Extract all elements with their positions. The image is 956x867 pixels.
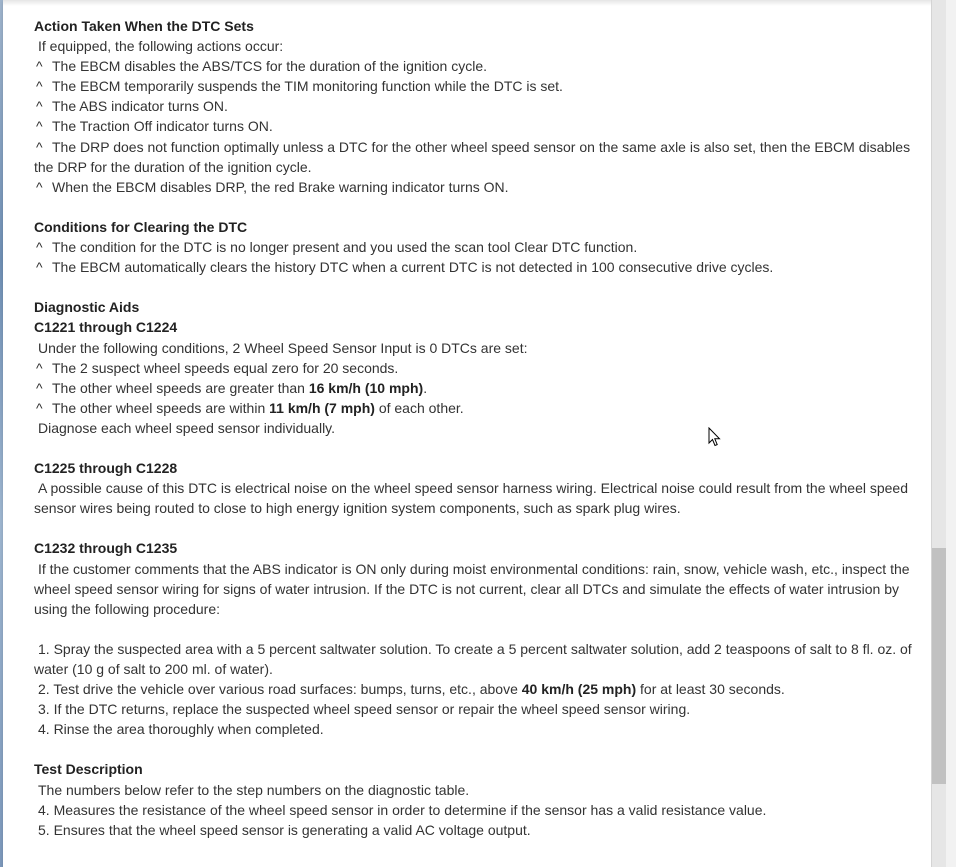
spacer xyxy=(34,277,924,297)
mouse-pointer-icon xyxy=(708,427,722,447)
speed-value: 11 km/h (7 mph) xyxy=(269,399,375,416)
action-item: ^ When the EBCM disables DRP, the red Brake warning indicator turns ON. xyxy=(34,177,924,197)
test-intro: The numbers below refer to the step numbers on the diagnostic table. xyxy=(38,781,470,798)
document-body xyxy=(34,16,924,840)
test-step: 4. Measures the resistance of the wheel speed sensor in order to determine if the sensor has a valid resistance value. xyxy=(38,801,767,818)
bullet-caret-icon: ^ xyxy=(36,138,43,155)
spacer xyxy=(34,438,924,458)
document-panel xyxy=(3,0,931,867)
subsection-title-c1221: C1221 through C1224 xyxy=(34,319,178,336)
action-intro: If equipped, the following actions occur: xyxy=(38,38,284,55)
action-item: ^ The DRP does not function optimally unless a DTC for the other wheel speed sensor on the same axle is also set, then the EBCM disables the DRP for the duration of the ignition cycle. xyxy=(34,138,911,175)
c1232-step: 4. Rinse the area thoroughly when completed. xyxy=(38,721,324,738)
clearing-item: ^ The condition for the DTC is no longer present and you used the scan tool Clear DTC function. xyxy=(34,237,924,257)
header-shadow xyxy=(3,0,931,6)
c1232-step: 2. Test drive the vehicle over various road surfaces: bumps, turns, etc., above 40 km/h (25 mph) for at least 30 seconds. xyxy=(38,681,785,698)
bullet-caret-icon: ^ xyxy=(36,259,43,276)
c1221-item: ^ The other wheel speeds are within 11 km/h (7 mph) of each other. xyxy=(34,398,924,418)
spacer xyxy=(34,619,924,639)
bullet-caret-icon: ^ xyxy=(36,58,43,75)
subsection-title-c1225: C1225 through C1228 xyxy=(34,460,178,477)
c1221-item: ^ The 2 suspect wheel speeds equal zero for 20 seconds. xyxy=(34,358,924,378)
spacer xyxy=(34,739,924,759)
c1221-outro: Diagnose each wheel speed sensor individually. xyxy=(38,419,336,436)
action-item: ^ The EBCM disables the ABS/TCS for the duration of the ignition cycle. xyxy=(34,56,924,76)
bullet-caret-icon: ^ xyxy=(36,118,43,135)
section-title-clearing: Conditions for Clearing the DTC xyxy=(34,218,248,235)
bullet-caret-icon: ^ xyxy=(36,178,43,195)
bullet-caret-icon: ^ xyxy=(36,239,43,256)
bullet-caret-icon: ^ xyxy=(36,98,43,115)
bullet-caret-icon: ^ xyxy=(36,379,43,396)
section-title-action: Action Taken When the DTC Sets xyxy=(34,18,254,34)
spacer xyxy=(34,197,924,217)
bullet-caret-icon: ^ xyxy=(36,359,43,376)
test-step: 5. Ensures that the wheel speed sensor is generating a valid AC voltage output. xyxy=(38,821,531,838)
scrollbar-thumb[interactable] xyxy=(932,548,946,784)
bullet-caret-icon: ^ xyxy=(36,399,43,416)
c1232-step: 1. Spray the suspected area with a 5 percent saltwater solution. To create a 5 percent saltwater solution, add 2 teaspoons of salt to 8 fl. oz. of water (10 g of salt to 200 ml. of water). xyxy=(34,640,912,677)
speed-value: 16 km/h (10 mph) xyxy=(308,379,424,396)
clearing-item: ^ The EBCM automatically clears the history DTC when a current DTC is not detected in 100 consecutive drive cycles. xyxy=(34,257,924,277)
c1221-item: ^ The other wheel speeds are greater than 16 km/h (10 mph). xyxy=(34,378,924,398)
section-title-test: Test Description xyxy=(34,761,143,778)
c1232-text: If the customer comments that the ABS indicator is ON only during moist environmental conditions: rain, snow, vehicle wash, etc., inspect the wheel speed sensor wiring for signs of water intrusion. If the DTC is not current, clear all DTCs and simulate the effects of water intrusion by using the following procedure: xyxy=(34,560,910,617)
c1221-intro: Under the following conditions, 2 Wheel Speed Sensor Input is 0 DTCs are set: xyxy=(38,339,528,356)
speed-value: 40 km/h (25 mph) xyxy=(521,681,637,698)
c1225-text: A possible cause of this DTC is electrical noise on the wheel speed sensor harness wiring. Electrical noise could result from the wheel speed sensor wires being routed to close to high energy ignition system components, such as spark plug wires. xyxy=(34,480,908,517)
bullet-caret-icon: ^ xyxy=(36,78,43,95)
action-item: ^ The EBCM temporarily suspends the TIM monitoring function while the DTC is set. xyxy=(34,76,924,96)
action-item: ^ The ABS indicator turns ON. xyxy=(34,96,924,116)
window-right-edge xyxy=(946,0,956,867)
section-title-aids: Diagnostic Aids xyxy=(34,299,140,316)
action-item: ^ The Traction Off indicator turns ON. xyxy=(34,116,924,136)
spacer xyxy=(34,518,924,538)
subsection-title-c1232: C1232 through C1235 xyxy=(34,540,178,557)
c1232-step: 3. If the DTC returns, replace the suspected wheel speed sensor or repair the wheel speed sensor wiring. xyxy=(38,701,691,718)
